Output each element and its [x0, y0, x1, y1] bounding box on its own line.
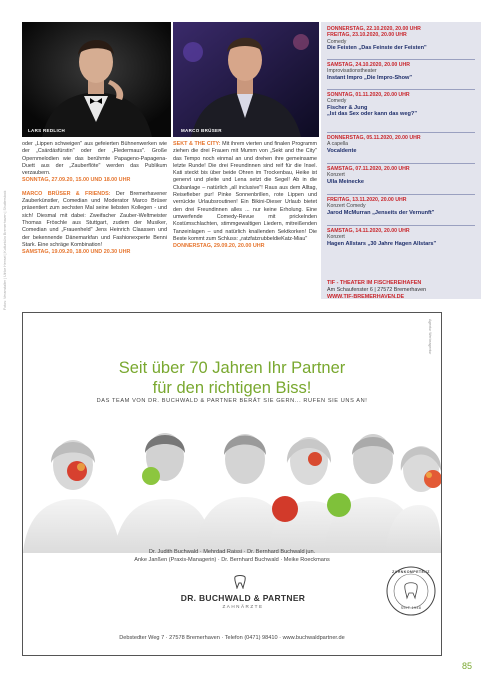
- event-date: DONNERSTAG, 29.09.20, 20.00 UHR: [173, 243, 265, 250]
- event-date: SONNTAG, 27.09.20, 15.00 UND 18.00 UHR: [22, 177, 131, 184]
- photo-credit-text: Fotos: Veranstalter | Ulrike Hensel | Kulturbüro Bremerhaven | Shutterstock: [3, 190, 7, 310]
- schedule-category: Comedy: [327, 98, 347, 105]
- venue-name: TIF - THEATER IM FISCHEREIHAFEN: [327, 280, 422, 286]
- schedule-category: A capella: [327, 141, 349, 148]
- schedule-category: Konzert: [327, 172, 345, 179]
- competence-seal: [385, 565, 437, 617]
- divider: [327, 89, 475, 90]
- portrait-image: [22, 22, 171, 137]
- venue-info: [327, 280, 426, 301]
- article-headline: MARCO BRÜSER & FRIENDS:: [22, 190, 111, 197]
- schedule-category: Comedy: [327, 38, 347, 45]
- schedule-title: Ulla Meinecke: [327, 178, 364, 185]
- schedule-date: SAMSTAG, 07.11.2020, 20.00 UHR: [327, 166, 410, 172]
- divider: [327, 163, 475, 164]
- logo-name: DR. BUCHWALD & PARTNER: [180, 593, 306, 603]
- photo-lars-redlich: [22, 22, 171, 137]
- ad-subline: DAS TEAM VON DR. BUCHWALD & PARTNER BERÄT SIE GERN... RUFEN SIE UNS AN!: [96, 398, 368, 404]
- portrait-image: [173, 22, 319, 137]
- venue-address: Am Schaufenster 6 | 27572 Bremerhaven: [327, 287, 427, 293]
- team-photo: [23, 413, 441, 553]
- photo-caption: LARS REDLICH: [28, 128, 66, 133]
- schedule-item: [327, 26, 477, 52]
- schedule-item: [327, 228, 477, 247]
- schedule-item: [327, 92, 477, 118]
- article-text: Der Bremerhavener Zauberkünstler, Comedian und Moderator Marco Brüser präsentiert zum sechsten Mal seine liebsten Kollegen - und sich! Diesmal mit dabei: Zweifacher Zauber-Weltmeister Thomas Fröschle aus Stuttgart, zudem der Musiker, Comedian und „Frauenheld" Jens Heinrich Claassen und der bekennende Dänemarkfan und Fashionexperte Benni Stark. Eine schräge Kombination!: [22, 190, 168, 248]
- article-paragraph: [22, 191, 167, 249]
- schedule-title: Instant Impro „Die Impro-Show": [327, 74, 413, 81]
- seal-text: ZAHNKOMPETENZ: [392, 570, 430, 574]
- article-headline: SEKT & THE CITY:: [173, 141, 221, 147]
- divider: [327, 59, 475, 60]
- photo-marco-brueser: [173, 22, 319, 137]
- dentist-advertisement: [22, 312, 442, 656]
- schedule-date: DONNERSTAG, 22.10.2020, 20.00 UHR: [327, 26, 421, 32]
- schedule-title: Fischer & Jung: [327, 104, 368, 111]
- ad-agency-credit: Agentur Werbeagentur: [428, 319, 432, 355]
- schedule-date: SAMSTAG, 24.10.2020, 20.00 UHR: [327, 62, 410, 68]
- divider: [327, 194, 475, 195]
- schedule-title: Vocaldente: [327, 147, 357, 154]
- schedule-category: Improvisationstheater: [327, 68, 377, 75]
- schedule-title: Die Feisten „Das Feinste der Feisten": [327, 45, 427, 52]
- schedule-item: [327, 62, 477, 81]
- divider: [327, 225, 475, 226]
- photo-credit: [3, 150, 11, 315]
- seal-text: SEIT 1948: [400, 606, 422, 610]
- team-names: Anke Janßen (Praxis-Managerin) · Dr. Bernhard Buchwald · Meike Roeckmans: [134, 557, 330, 563]
- ad-headline: Seit über 70 Jahren Ihr Partner: [118, 359, 346, 377]
- event-date: SAMSTAG, 19.09.20, 18.00 UND 20.30 UHR: [22, 249, 131, 256]
- schedule-date: FREITAG, 13.11.2020, 20.00 UHR: [327, 197, 407, 203]
- schedule-date: SONNTAG, 01.11.2020, 20.00 UHR: [327, 92, 410, 98]
- page-number: 85: [462, 661, 473, 671]
- schedule-title: Jarod McMurran „Jenseits der Vernunft": [327, 209, 435, 216]
- schedule-title: „Ist das Sex oder kann das weg?": [327, 111, 418, 118]
- ad-headline: für den richtigen Biss!: [152, 379, 312, 397]
- schedule-item: [327, 135, 477, 154]
- schedule-date: DONNERSTAG, 05.11.2020, 20.00 UHR: [327, 135, 421, 141]
- tooth-icon: [233, 575, 247, 589]
- divider: [327, 132, 475, 133]
- team-names: Dr. Judith Buchwald · Mehrdad Raissi · Dr. Bernhard Buchwald jun.: [148, 549, 316, 555]
- schedule-item: [327, 166, 477, 185]
- article-paragraph: oder „Lippen schweigen" aus gefeierten Bühnenwerken wie der „Csárdásfürstin" oder der „Fledermaus". Große Opernmelodien wie das berühmte Papageno-Papagena-Duett aus der „Zauberflöte" werden das Publikum verzaubern.: [22, 141, 167, 177]
- article-paragraph: [173, 141, 317, 243]
- schedule-item: [327, 197, 477, 216]
- logo-subtitle: ZAHNÄRZTE: [222, 604, 264, 609]
- schedule-category: Konzert: [327, 234, 345, 241]
- schedule-date: FREITAG, 23.10.2020, 20.00 UHR: [327, 32, 407, 39]
- article-column-2: [173, 141, 317, 250]
- photo-caption: MARCO BRÜSER: [181, 128, 222, 133]
- venue-link[interactable]: WWW.TIF-BREMERHAVEN.DE: [327, 294, 405, 300]
- ad-contact: Debstedter Weg 7 · 27578 Bremerhaven · Telefon (0471) 98410 · www.buchwaldpartner.de: [119, 635, 345, 641]
- article-text: Mit ihrem vierten und finalen Programm ziehen die drei Frauen mit Mumm von „Sekt and the City" das Tempo noch einmal an und drehen ihre gemeinsame letzte Runde! Die drei Freundinnen sind reif für die Insel. Kati steckt bis über beide Ohren im Trockenbau, Heike ist genervt und pleite und Lena setzt die Segel! Ab in die Clubanlage – natürlich „all inclusive"! Raus aus dem Alltag, Reisefieber pur! Pinke Sonnenbrillen, rote Lippen und verrückte Urlaubsroutinen! Ein Bikini-Dieser Urlaub bietet den drei Freundinnen alles ... nur keine Erholung. Eine umwerfende Comedy-Revue mit prickelnden Kostümschlachten, stimmgewaltigen Liedern, mitreißenden Tanzeinlagen – und natürlich knallenden Sektkorken! Die Beste kommt zum Schluss: „ratzfatzrubbeldieKatz-Miau": [173, 141, 318, 242]
- schedule-category: Konzert Comedy: [327, 203, 366, 210]
- schedule-date: SAMSTAG, 14.11.2020, 20.00 UHR: [327, 228, 410, 234]
- schedule-title: Hagen Allstars „30 Jahre Hagen Allstars": [327, 240, 437, 247]
- article-column-1: [22, 141, 167, 256]
- schedule-panel: [321, 22, 481, 299]
